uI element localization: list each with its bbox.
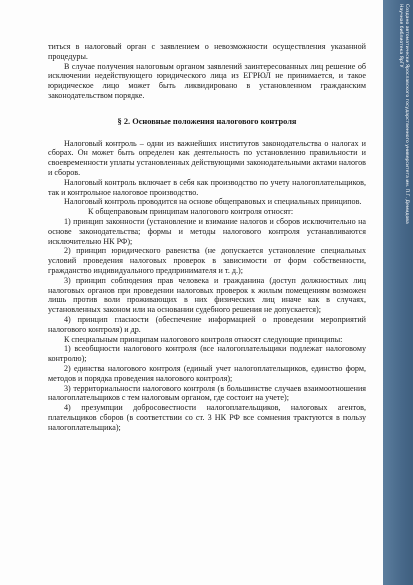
- paragraph: Налоговый контроль проводится на основе общеправовых и специальных принципов.: [64, 197, 362, 207]
- side-banner: [383, 0, 413, 585]
- side-banner-text: [387, 4, 409, 581]
- document-body: [48, 42, 366, 432]
- side-banner-line: Создано автоматически Ярославского государственного университета им. П.Г. Демидова: [404, 4, 409, 224]
- list-item: 3) принцип соблюдения прав человека и гражданина (доступ должностных лиц налоговых органов при проведении налоговых проверок к жилым помещениям возможен лишь против воли проживающих в них физических лиц иначе как в случаях, установленных законом или на основании судебного решения не допускается);: [48, 275, 366, 315]
- list-item: 1) всеобщности налогового контроля (все налогоплательщики подлежат налоговому контролю);: [48, 344, 366, 364]
- list-item: 4) презумпции добросовестности налогоплательщиков, налоговых агентов, плательщиков сборов (в соответствии со ст. 3 НК РФ все сомнения трактуются в пользу налогоплательщика);: [48, 403, 366, 432]
- paragraph: В случае получения налоговым органом заявлений заинтересованных лиц решение об исключении недействующего юридического лица из ЕГРЮЛ не принимается, и такое юридическое лицо может быть ликвидировано в установленном гражданским законодательством порядке.: [48, 61, 366, 100]
- paragraph: К специальным принципам налогового контроля относят следующие принципы:: [64, 334, 343, 344]
- side-banner-line: Научная библиотека ЯрГУ: [398, 4, 404, 68]
- list-item: 4) принцип гласности (обеспечение информацией о проведении мероприятий налогового контроля) и др.: [48, 314, 366, 334]
- list-item: 2) единства налогового контроля (единый учет налогоплательщиков, единство форм, методов и порядка проведения налогового контроля);: [48, 363, 366, 383]
- paragraph: К общеправовым принципам налогового контроля относят:: [88, 207, 294, 217]
- section-heading: § 2. Основные положения налогового контроля: [117, 116, 297, 126]
- paragraph: Налоговый контроль включает в себя как производство по учету налогоплательщиков, так и контрольное налоговое производство.: [48, 177, 366, 197]
- list-item: 3) территориальности налогового контроля (в большинстве случаев взаимоотношения налогоплательщиков с тем налоговым органом, где состоит на учете);: [48, 383, 366, 403]
- paragraph: Налоговый контроль – одни из важнейших институтов законодательства о налогах и сборах. Он может быть определен как деятельность по установлению правильности и своевременности уплаты установленных действующими законодательными актами налогов и сборов.: [48, 138, 366, 177]
- list-item: 2) принцип юридического равенства (не допускается установление специальных условий проведения налоговых проверок в зависимости от форм собственности, гражданство индивидуального предпринимателя и т. д.);: [48, 246, 366, 275]
- paragraph: титься в налоговый орган с заявлением о невозможности осуществления указанной процедуры.: [48, 42, 366, 61]
- list-item: 1) принцип законности (установление и взимание налогов и сборов исключительно на основе законодательства; формы и методы налогового контроля устанавливаются исключительно НК РФ);: [48, 216, 366, 246]
